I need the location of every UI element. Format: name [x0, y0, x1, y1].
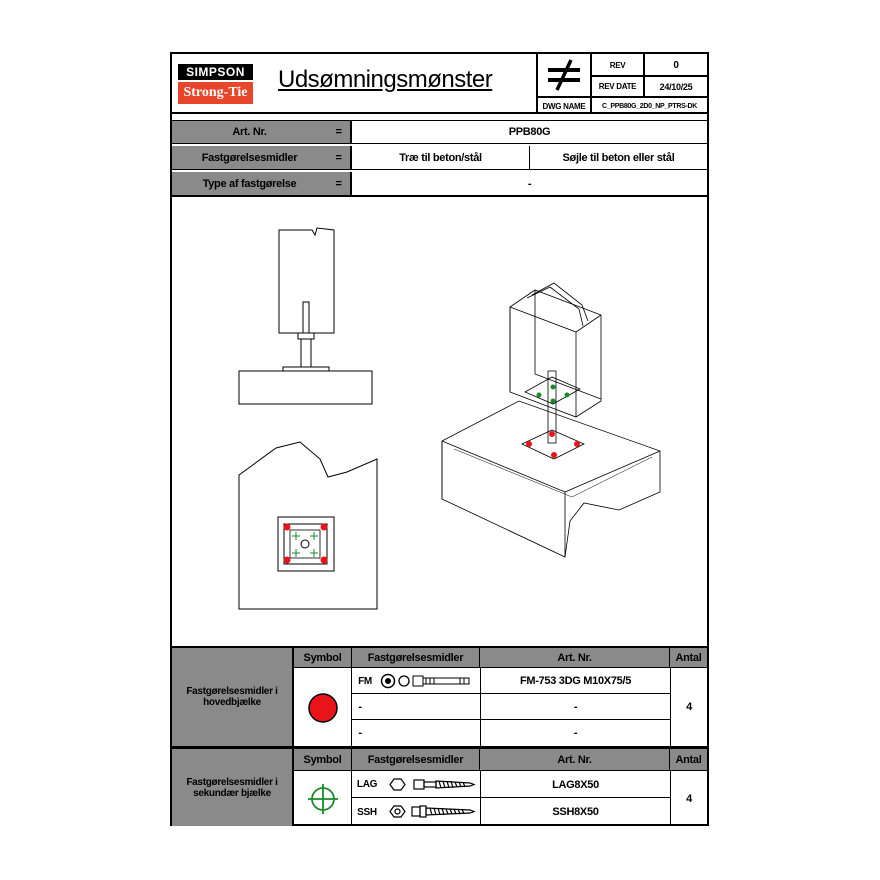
green-crosshair-symbol-icon [308, 784, 338, 814]
table-row [352, 668, 670, 694]
brand-simpson: SIMPSON [178, 64, 253, 80]
ssh-screw-icon [386, 803, 476, 820]
technical-drawing [172, 199, 707, 644]
secondary-header-antal: Antal [670, 749, 707, 771]
lag-screw-icon [386, 776, 476, 793]
main-symbol-cell [294, 668, 352, 746]
art-nr-value: PPB80G [352, 120, 707, 144]
page-title: Udsømningsmønster [278, 66, 493, 93]
secondary-header-symbol: Symbol [294, 749, 352, 771]
main-antal-value: 4 [670, 668, 707, 746]
plan-view [239, 442, 377, 609]
fasteners-value-2: Søjle til beton eller stål [530, 146, 707, 170]
rev-date-label: REV DATE [598, 82, 637, 91]
secondary-header-art-nr: Art. Nr. [480, 749, 670, 771]
fasteners-label: Fastgørelsesmidler [172, 146, 327, 170]
secondary-antal-value: 4 [670, 771, 707, 826]
art-nr-cell: - [480, 720, 670, 746]
fastener-code: - [358, 701, 362, 713]
main-header-art-nr: Art. Nr. [480, 648, 670, 668]
fasteners-value-1: Træ til beton/stål [352, 146, 530, 170]
type-value: - [352, 172, 707, 197]
rev-date-value: 24/10/25 [659, 81, 693, 92]
dwg-name-label: DWG NAME [542, 101, 586, 111]
rev-value: 0 [673, 60, 679, 71]
red-circle-symbol-icon [309, 694, 337, 722]
fm-anchor-icon [380, 672, 476, 690]
table-row [352, 720, 670, 746]
main-header-fasteners: Fastgørelsesmidler [352, 648, 480, 668]
table-row [352, 771, 670, 798]
art-nr-cell: FM-753 3DG M10X75/5 [480, 668, 670, 694]
type-equals: = [327, 172, 352, 197]
secondary-header-fasteners: Fastgørelsesmidler [352, 749, 480, 771]
art-nr-equals: = [327, 120, 352, 144]
rev-label: REV [609, 61, 626, 70]
brand-strongtie: Strong-Tie [178, 82, 253, 104]
secondary-row-label: Fastgørelsesmidler i sekundær bjælke [172, 749, 294, 826]
table-row [352, 798, 670, 826]
type-label: Type af fastgørelse [172, 172, 327, 197]
fastener-code: SSH [357, 806, 377, 818]
green-crosshair-markers [292, 532, 318, 557]
fasteners-equals: = [327, 146, 352, 170]
art-nr-label: Art. Nr. [172, 120, 327, 144]
secondary-symbol-cell [294, 771, 352, 826]
fastener-code: FM [358, 675, 372, 687]
drawing-sheet [170, 52, 709, 826]
fastener-code: LAG [356, 779, 378, 790]
main-header-antal: Antal [670, 648, 707, 668]
art-nr-cell: LAG8X50 [480, 771, 670, 798]
fastener-code: - [358, 727, 362, 739]
main-header-symbol: Symbol [294, 648, 352, 668]
isometric-view [442, 283, 660, 557]
art-nr-cell: SSH8X50 [480, 798, 670, 826]
side-elevation-view [239, 228, 372, 404]
fastener-markers [284, 385, 581, 564]
table-row [352, 694, 670, 720]
main-row-label: Fastgørelsesmidler i hovedbjælke [172, 648, 294, 746]
not-equal-icon [538, 54, 590, 96]
art-nr-cell: - [480, 694, 670, 720]
dwg-name-value: C_PPB80G_2D0_NP_PTRS-DK [601, 102, 698, 110]
